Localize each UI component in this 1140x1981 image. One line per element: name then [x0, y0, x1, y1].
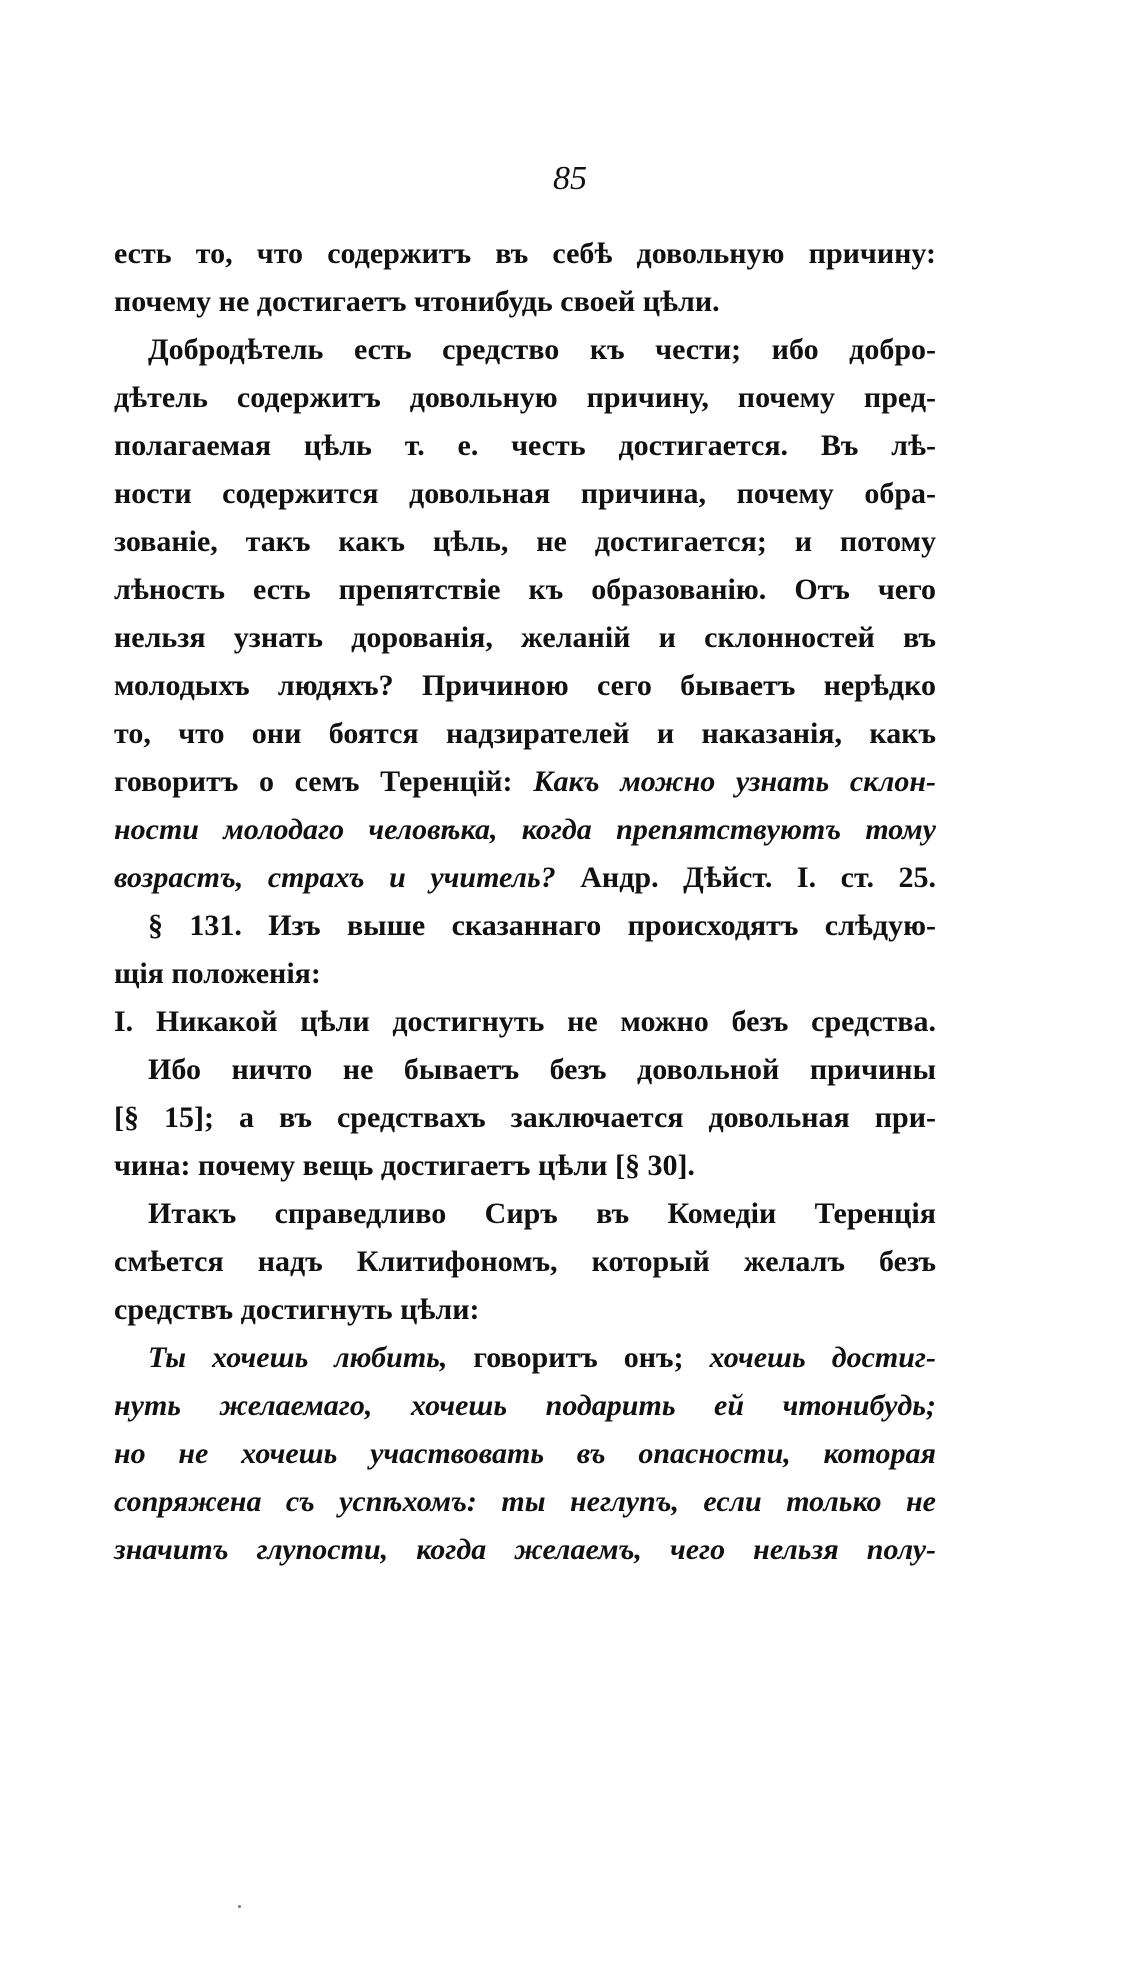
italic-text: нуть желаемаго, хочешь подарить ей чтонибудь; [114, 1389, 936, 1422]
line-text: Добродѣтель есть средство къ чести; ибо добро- [148, 333, 936, 366]
text-line [114, 1142, 936, 1190]
text-line [114, 1094, 936, 1142]
italic-text: сопряжена съ успѣхомъ: ты неглупъ, если только не [114, 1485, 936, 1518]
line-text: дѣтель содержитъ довольную причину, почему пред- [114, 381, 936, 414]
italic-text: но не хочешь участвовать въ опасности, которая [114, 1437, 936, 1470]
line-text: Андр. Дѣйст. I. ст. 25. [580, 861, 936, 894]
line-text: § 131. Изъ выше сказаннаго происходятъ слѣдую- [148, 909, 936, 942]
print-speck [238, 1905, 241, 1908]
line-text: [§ 15]; а въ средствахъ заключается довольная при- [114, 1101, 936, 1134]
line-text: смѣется надъ Клитифономъ, который желалъ безъ [114, 1245, 936, 1278]
text-line [114, 1190, 936, 1238]
italic-text: Ты хочешь любить, [148, 1341, 448, 1374]
text-line [114, 854, 936, 902]
text-line [114, 614, 936, 662]
text-line [114, 422, 936, 470]
text-line [114, 470, 936, 518]
line-text: то, что они боятся надзирателей и наказанія, какъ [114, 717, 936, 750]
line-text: молодыхъ людяхъ? Причиною сего бываетъ нерѣдко [114, 669, 936, 702]
text-line [114, 1334, 936, 1382]
line-text: Итакъ справедливо Сиръ въ Комедіи Теренція [148, 1197, 936, 1230]
text-line [114, 1382, 936, 1430]
italic-text: Какъ можно узнать склон- [533, 765, 937, 798]
text-line [114, 1478, 936, 1526]
line-text: есть то, что содержитъ въ себѣ довольную причину: [114, 237, 936, 270]
text-line [114, 662, 936, 710]
text-line [114, 998, 936, 1046]
line-text: средствъ достигнуть цѣли: [114, 1293, 480, 1326]
line-text: полагаемая цѣль т. е. честь достигается. Въ лѣ- [114, 429, 936, 462]
text-line [114, 902, 936, 950]
line-text: I. Никакой цѣли достигнуть не можно безъ средства. [114, 1005, 936, 1038]
italic-text: возрастъ, страхъ и учитель? [114, 861, 556, 894]
text-line [114, 710, 936, 758]
text-line [114, 1238, 936, 1286]
text-line [114, 230, 936, 278]
text-line [114, 1526, 936, 1574]
page-number: 85 [553, 160, 587, 197]
line-text: ности содержится довольная причина, почему обра- [114, 477, 936, 510]
text-line [114, 806, 936, 854]
text-line [114, 950, 936, 998]
text-line [114, 1286, 936, 1334]
line-text: Ибо ничто не бываетъ безъ довольной причины [148, 1053, 936, 1086]
line-text: зованіе, такъ какъ цѣль, не достигается; и потому [114, 525, 936, 558]
line-text: почему не достигаетъ чтонибудь своей цѣли. [114, 285, 720, 318]
text-line [114, 326, 936, 374]
text-line [114, 758, 936, 806]
line-text: лѣность есть препятствіе къ образованію. Отъ чего [114, 573, 936, 606]
text-line [114, 518, 936, 566]
line-text: щія положенія: [114, 957, 321, 990]
line-text: говоритъ о семъ Теренцій: [114, 765, 513, 798]
text-line [114, 1046, 936, 1094]
italic-text: значитъ глупости, когда желаемъ, чего нельзя полу- [114, 1533, 936, 1566]
line-text: чина: почему вещь достигаетъ цѣли [§ 30]. [114, 1149, 695, 1182]
line-text: нельзя узнать дорованія, желаній и склонностей въ [114, 621, 936, 654]
text-line [114, 1430, 936, 1478]
line-text: говоритъ онъ; [473, 1341, 684, 1374]
body-text [114, 230, 936, 1574]
text-line [114, 374, 936, 422]
italic-text: ности молодаго человѣка, когда препятствуютъ тому [114, 813, 936, 846]
text-line [114, 278, 936, 326]
italic-text: хочешь достиг- [709, 1341, 937, 1374]
text-line [114, 566, 936, 614]
